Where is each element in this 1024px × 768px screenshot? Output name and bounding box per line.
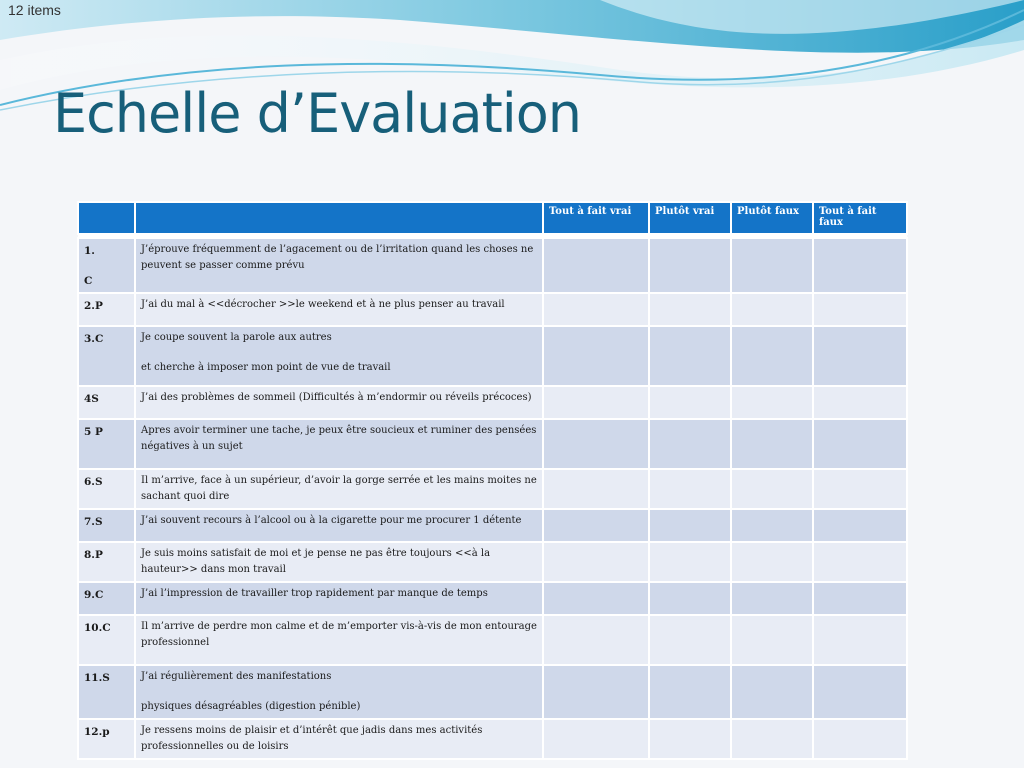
answer-cell-tout-a-fait-faux[interactable] (813, 582, 907, 615)
answer-cell-tout-a-fait-faux[interactable] (813, 665, 907, 719)
answer-cell-tout-a-fait-faux[interactable] (813, 509, 907, 542)
statement-text: Il m’arrive, face à un supérieur, d’avoir la gorge serrée et les mains moites ne sachant quoi dire (141, 475, 537, 502)
statement-cell (135, 293, 543, 326)
answer-cell-tout-a-fait-faux[interactable] (813, 293, 907, 326)
answer-cell-tout-a-fait-vrai[interactable] (543, 326, 649, 386)
answer-cell-tout-a-fait-faux[interactable] (813, 469, 907, 509)
item-code: 1. (84, 245, 95, 257)
answer-cell-tout-a-fait-faux[interactable] (813, 419, 907, 469)
statement-cell (135, 238, 543, 293)
statement-cell (135, 386, 543, 419)
statement-text: Apres avoir terminer une tache, je peux être soucieux et ruminer des pensées négatives à un sujet (141, 425, 537, 452)
answer-cell-tout-a-fait-faux[interactable] (813, 542, 907, 582)
answer-cell-plutot-vrai[interactable] (649, 542, 731, 582)
answer-cell-plutot-vrai[interactable] (649, 582, 731, 615)
column-header-statement (135, 202, 543, 234)
statement-text: J’ai régulièrement des manifestations (141, 671, 332, 682)
item-code: 12.p (84, 726, 110, 738)
column-header-tout-a-fait-faux: Tout à fait faux (813, 202, 907, 234)
answer-cell-plutot-faux[interactable] (731, 238, 813, 293)
answer-cell-plutot-faux[interactable] (731, 582, 813, 615)
statement-text: et cherche à imposer mon point de vue de travail (141, 362, 391, 373)
item-code-cell (78, 386, 135, 419)
item-code: 3.C (84, 333, 104, 345)
table-row (78, 542, 907, 582)
table-row (78, 386, 907, 419)
evaluation-table (77, 201, 908, 760)
answer-cell-plutot-faux[interactable] (731, 326, 813, 386)
answer-cell-plutot-vrai[interactable] (649, 509, 731, 542)
statement-text: Il m’arrive de perdre mon calme et de m’emporter vis-à-vis de mon entourage professionnel (141, 621, 537, 648)
statement-text: J’ai du mal à <<décrocher >>le weekend et à ne plus penser au travail (141, 299, 505, 310)
answer-cell-tout-a-fait-vrai[interactable] (543, 665, 649, 719)
answer-cell-plutot-faux[interactable] (731, 293, 813, 326)
item-code: 8.P (84, 549, 103, 561)
items-count-label: 12 items (8, 2, 61, 18)
answer-cell-plutot-vrai[interactable] (649, 419, 731, 469)
answer-cell-plutot-vrai[interactable] (649, 665, 731, 719)
statement-cell (135, 542, 543, 582)
answer-cell-tout-a-fait-vrai[interactable] (543, 469, 649, 509)
table-row (78, 615, 907, 665)
statement-cell (135, 615, 543, 665)
item-code-cell (78, 509, 135, 542)
table-row (78, 326, 907, 386)
column-header-code (78, 202, 135, 234)
item-code: 5 P (84, 426, 103, 438)
table-row (78, 293, 907, 326)
answer-cell-tout-a-fait-vrai[interactable] (543, 509, 649, 542)
table-row (78, 665, 907, 719)
answer-cell-tout-a-fait-vrai[interactable] (543, 542, 649, 582)
item-code: C (84, 275, 93, 287)
item-code: 2.P (84, 300, 103, 312)
answer-cell-plutot-vrai[interactable] (649, 293, 731, 326)
item-code: 9.C (84, 589, 104, 601)
answer-cell-tout-a-fait-vrai[interactable] (543, 582, 649, 615)
answer-cell-plutot-faux[interactable] (731, 469, 813, 509)
item-code-cell (78, 326, 135, 386)
item-code: 7.S (84, 516, 103, 528)
item-code: 11.S (84, 672, 110, 684)
item-code: 4S (84, 393, 99, 405)
answer-cell-plutot-faux[interactable] (731, 615, 813, 665)
item-code-cell (78, 293, 135, 326)
statement-text: physiques désagréables (digestion pénible) (141, 701, 361, 712)
statement-text: Je coupe souvent la parole aux autres (141, 332, 332, 343)
table-body (78, 234, 907, 759)
item-code-cell (78, 719, 135, 759)
page-title: Echelle d’Evaluation (53, 82, 582, 145)
statement-text: J’ai des problèmes de sommeil (Difficultés à m’endormir ou réveils précoces) (141, 392, 532, 403)
table-row (78, 509, 907, 542)
answer-cell-plutot-faux[interactable] (731, 419, 813, 469)
item-code-cell (78, 582, 135, 615)
answer-cell-tout-a-fait-faux[interactable] (813, 615, 907, 665)
item-code-cell (78, 238, 135, 293)
answer-cell-plutot-vrai[interactable] (649, 386, 731, 419)
item-code-cell (78, 615, 135, 665)
answer-cell-plutot-faux[interactable] (731, 509, 813, 542)
answer-cell-plutot-faux[interactable] (731, 719, 813, 759)
answer-cell-tout-a-fait-vrai[interactable] (543, 615, 649, 665)
answer-cell-plutot-faux[interactable] (731, 386, 813, 419)
statement-text: Je suis moins satisfait de moi et je pense ne pas être toujours <<à la hauteur>> dans mon travail (141, 548, 491, 575)
answer-cell-plutot-vrai[interactable] (649, 238, 731, 293)
answer-cell-tout-a-fait-faux[interactable] (813, 326, 907, 386)
item-code: 10.C (84, 622, 111, 634)
statement-cell (135, 509, 543, 542)
item-code-cell (78, 469, 135, 509)
table-row (78, 469, 907, 509)
answer-cell-tout-a-fait-vrai[interactable] (543, 719, 649, 759)
answer-cell-tout-a-fait-vrai[interactable] (543, 293, 649, 326)
item-code-cell (78, 665, 135, 719)
answer-cell-tout-a-fait-faux[interactable] (813, 238, 907, 293)
answer-cell-plutot-faux[interactable] (731, 665, 813, 719)
answer-cell-plutot-vrai[interactable] (649, 719, 731, 759)
answer-cell-plutot-vrai[interactable] (649, 326, 731, 386)
statement-text: J’ai l’impression de travailler trop rapidement par manque de temps (141, 588, 488, 599)
table-header-row (78, 202, 907, 234)
statement-cell (135, 419, 543, 469)
statement-cell (135, 326, 543, 386)
answer-cell-plutot-faux[interactable] (731, 542, 813, 582)
answer-cell-tout-a-fait-faux[interactable] (813, 386, 907, 419)
answer-cell-plutot-vrai[interactable] (649, 615, 731, 665)
column-header-tout-a-fait-vrai: Tout à fait vrai (543, 202, 649, 234)
column-header-plutot-vrai: Plutôt vrai (649, 202, 731, 234)
column-header-plutot-faux: Plutôt faux (731, 202, 813, 234)
item-code-cell (78, 542, 135, 582)
statement-text: J’ai souvent recours à l’alcool ou à la cigarette pour me procurer 1 détente (141, 515, 522, 526)
table-row (78, 582, 907, 615)
answer-cell-tout-a-fait-vrai[interactable] (543, 419, 649, 469)
statement-text: J’éprouve fréquemment de l’agacement ou de l’irritation quand les choses ne peuvent se passer comme prévu (141, 244, 534, 271)
table-row (78, 238, 907, 293)
statement-cell (135, 469, 543, 509)
answer-cell-tout-a-fait-vrai[interactable] (543, 238, 649, 293)
table-row (78, 719, 907, 759)
item-code: 6.S (84, 476, 103, 488)
statement-cell (135, 719, 543, 759)
statement-cell (135, 582, 543, 615)
answer-cell-tout-a-fait-faux[interactable] (813, 719, 907, 759)
item-code-cell (78, 419, 135, 469)
statement-text: Je ressens moins de plaisir et d’intérêt que jadis dans mes activités professionnelles ou de loisirs (141, 725, 483, 752)
answer-cell-plutot-vrai[interactable] (649, 469, 731, 509)
answer-cell-tout-a-fait-vrai[interactable] (543, 386, 649, 419)
table-row (78, 419, 907, 469)
statement-cell (135, 665, 543, 719)
